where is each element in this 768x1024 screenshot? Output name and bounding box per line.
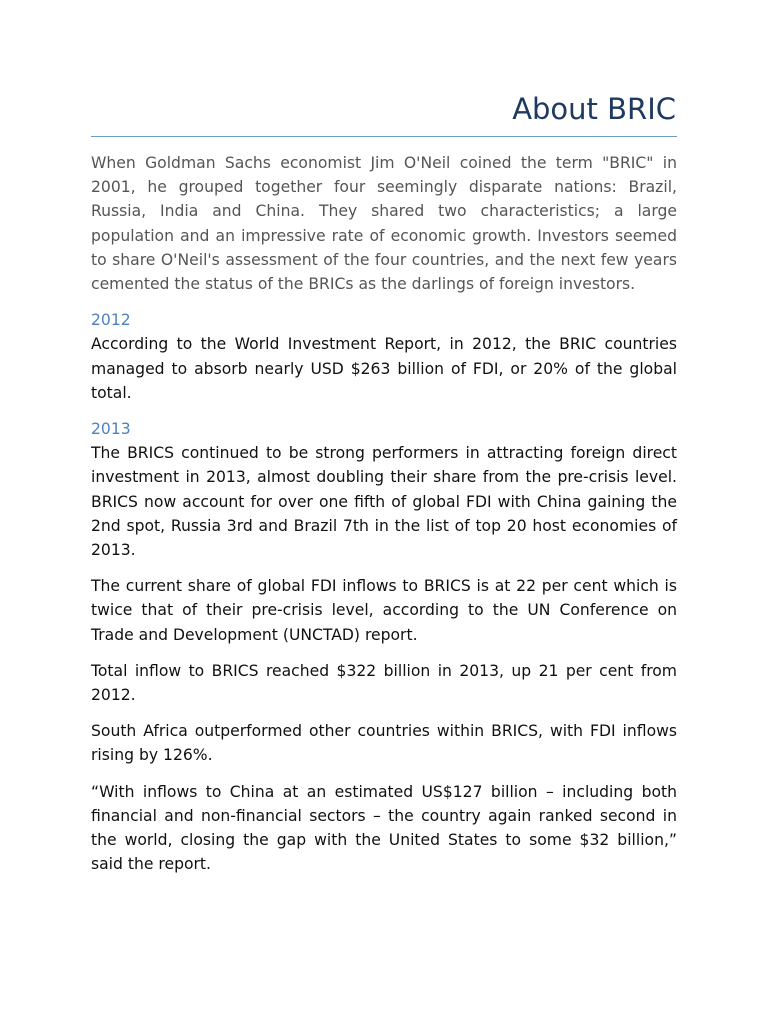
paragraph-2012-bric-fdi: According to the World Investment Report, in 2012, the BRIC countries managed to absorb nearly USD $263 billion of FDI, or 20% of the global total.: [91, 335, 677, 402]
paragraph-2013-strong-performers: The BRICS continued to be strong performers in attracting foreign direct investment in 2013, almost doubling their share from the pre-crisis level. BRICS now account for over one fifth of global FDI with China gaining the 2nd spot, Russia 3rd and Brazil 7th in the list of top 20 host economies of 2013.: [91, 444, 677, 560]
intro-paragraph: When Goldman Sachs economist Jim O'Neil coined the term "BRIC" in 2001, he grouped together four seemingly disparate nations: Brazil, Russia, India and China. They shared two characteristics; a large population and an impressive rate of economic growth. Investors seemed to share O'Neil's assessment of the four countries, and the next few years cemented the status of the BRICs as the darlings of foreign investors.: [91, 154, 677, 294]
paragraph-2013-china-quote: “With inflows to China at an estimated US$127 billion – including both financial and non-financial sectors – the country again ranked second in the world, closing the gap with the United States to some $32 billion,” said the report.: [91, 782, 677, 874]
page-title: About BRIC: [91, 88, 677, 137]
paragraph-2013-global-share: The current share of global FDI inflows to BRICS is at 22 per cent which is twice that of their pre-crisis level, according to the UN Conference on Trade and Development (UNCTAD) report.: [91, 577, 677, 644]
section-2012: [91, 308, 677, 405]
paragraph-2013-total-inflow: Total inflow to BRICS reached $322 billion in 2013, up 21 per cent from 2012.: [91, 661, 677, 705]
section-2013: [91, 417, 677, 876]
year-heading-2013: 2013: [91, 420, 131, 439]
paragraph-2013-south-africa: South Africa outperformed other countries within BRICS, with FDI inflows rising by 126%.: [91, 722, 677, 765]
year-heading-2012: 2012: [91, 311, 131, 330]
document-page: [91, 88, 677, 876]
